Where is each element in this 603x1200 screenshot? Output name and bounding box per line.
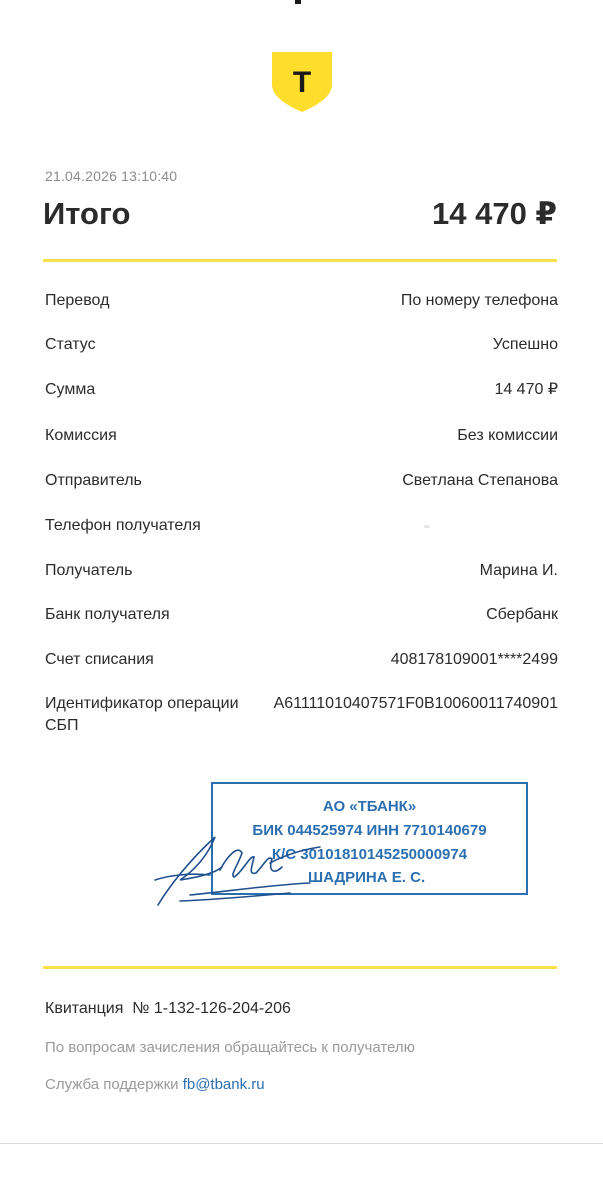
detail-value: 408178109001****2499 bbox=[390, 651, 558, 668]
stamp-signer: ШАДРИНА Е. С. bbox=[308, 869, 426, 886]
logo-letter: T bbox=[292, 66, 312, 99]
detail-label: Банк получателя bbox=[45, 606, 170, 623]
receipt-label: Квитанция bbox=[45, 1000, 124, 1017]
signature-icon bbox=[150, 825, 330, 910]
detail-label: Получатель bbox=[45, 562, 133, 579]
support-email-link[interactable]: fb@tbank.ru bbox=[182, 1076, 265, 1093]
tbank-logo-icon bbox=[270, 50, 334, 114]
stamp-bik-inn: БИК 044525974 ИНН 7710140679 bbox=[252, 822, 487, 839]
detail-value: По номеру телефона bbox=[400, 292, 558, 309]
detail-value: Марина И. bbox=[479, 562, 558, 579]
redacted-phone-mark bbox=[424, 525, 430, 528]
receipt-number: № 1-132-126-204-206 bbox=[132, 1000, 291, 1017]
recipient-note: По вопросам зачисления обращайтесь к получателю bbox=[45, 1039, 415, 1056]
detail-label: Статус bbox=[45, 336, 96, 353]
detail-label: Комиссия bbox=[45, 427, 117, 444]
total-label: Итого bbox=[43, 196, 131, 231]
divider-top bbox=[43, 259, 557, 262]
bottom-separator bbox=[0, 1143, 603, 1144]
detail-label: Перевод bbox=[45, 292, 110, 309]
detail-label: Счет списания bbox=[45, 651, 154, 668]
detail-value: 14 470 ₽ bbox=[494, 381, 558, 398]
top-edge-mark bbox=[295, 0, 301, 4]
support-line bbox=[45, 1076, 265, 1093]
receipt-number-line bbox=[45, 1000, 291, 1018]
detail-label: Отправитель bbox=[45, 472, 142, 489]
detail-value: Сбербанк bbox=[486, 606, 558, 623]
detail-label: Идентификатор операции СБП bbox=[45, 695, 239, 734]
detail-value: A61111010407571F0B10060011740901 bbox=[273, 695, 558, 712]
detail-label: Телефон получателя bbox=[45, 517, 201, 534]
stamp-bank-name: АО «ТБАНК» bbox=[322, 798, 417, 815]
detail-value: Светлана Степанова bbox=[402, 472, 558, 489]
divider-bottom bbox=[43, 966, 557, 969]
detail-value: Без комиссии bbox=[457, 427, 558, 444]
total-amount: 14 470 ₽ bbox=[432, 196, 557, 231]
stamp-correspondent-account: К/С 30101810145250000974 bbox=[271, 846, 468, 863]
transaction-datetime: 21.04.2026 13:10:40 bbox=[45, 168, 178, 184]
support-label: Служба поддержки bbox=[45, 1076, 179, 1093]
detail-value: Успешно bbox=[492, 336, 558, 353]
detail-label: Сумма bbox=[45, 381, 96, 398]
